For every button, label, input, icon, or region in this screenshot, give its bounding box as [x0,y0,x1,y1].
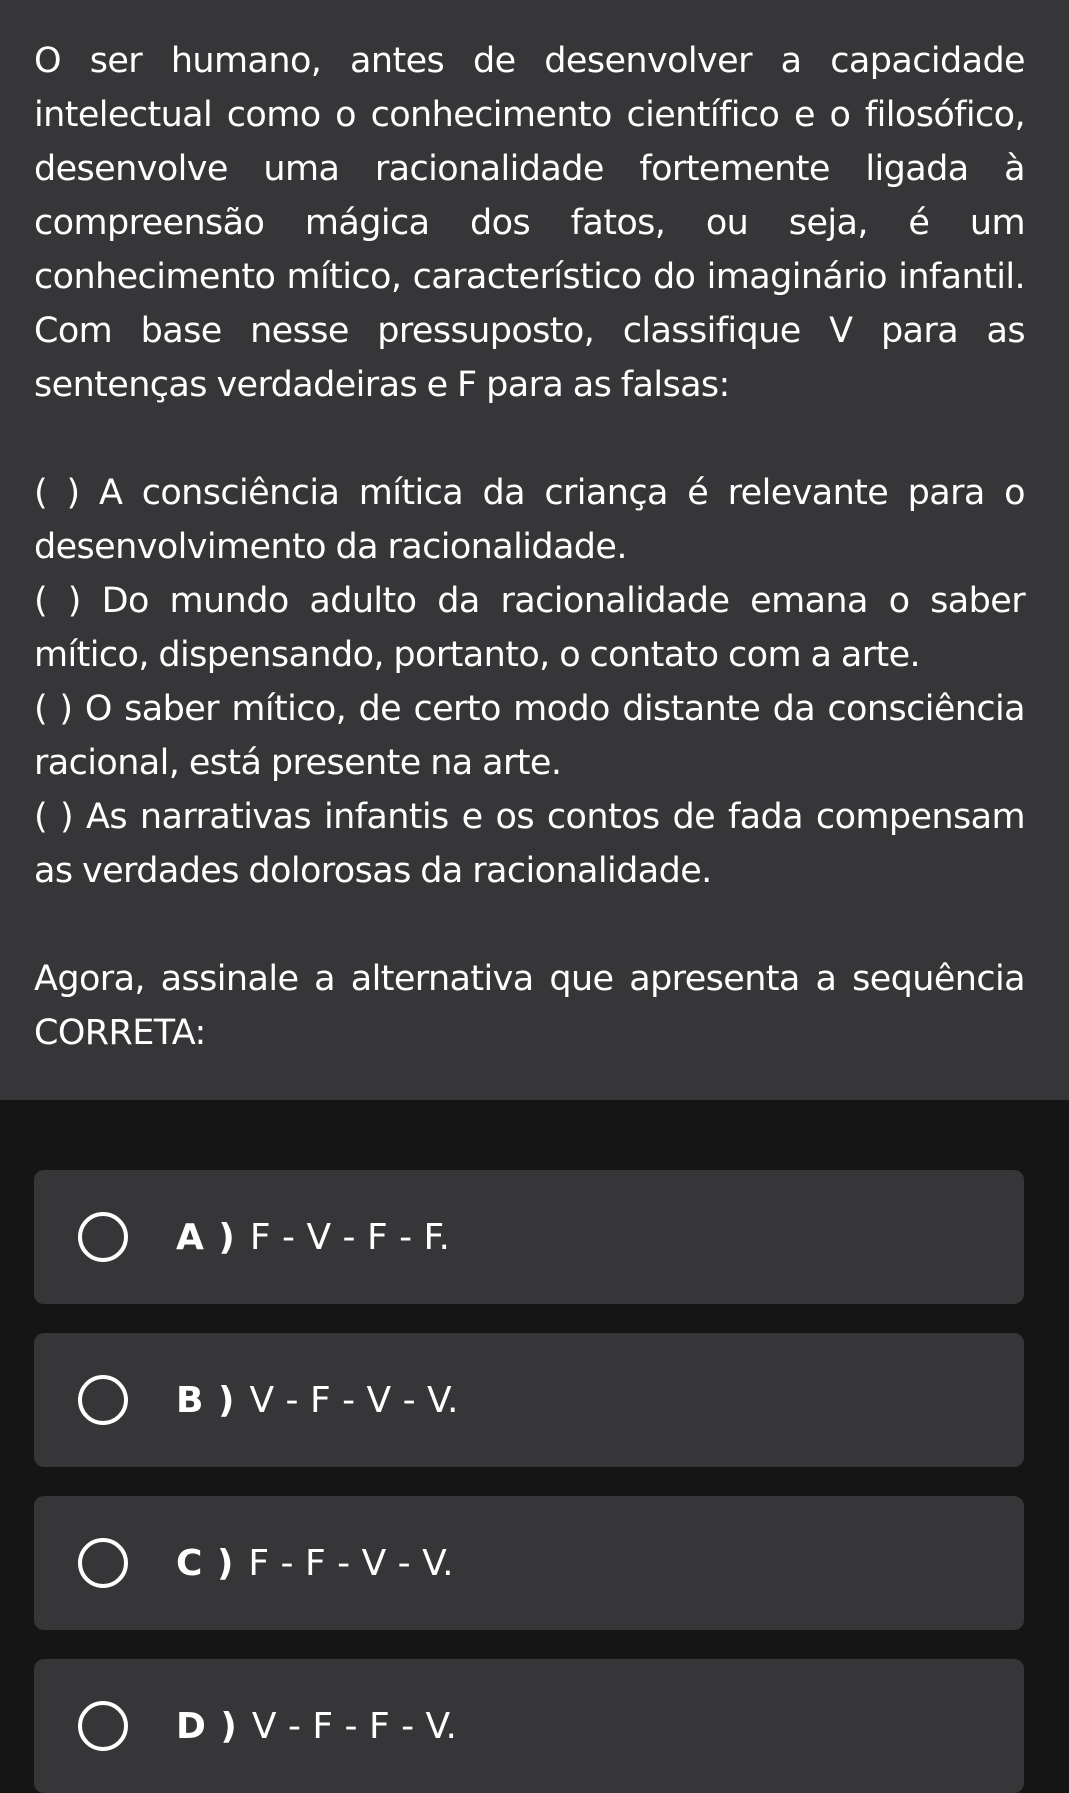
option-text: V - F - V - V. [249,1379,459,1421]
radio-circle-icon[interactable] [78,1701,128,1751]
question-intro: O ser humano, antes de desenvolver a capacidade intelectual como o conhecimento científico e o filosófico, desenvolve uma racionalidade fortemente ligada à compreensão mágica dos fatos, ou seja, é um conhecimento mítico, característico do imaginário infantil. Com base nesse pressuposto, classifique V para as sentenças verdadeiras e F para as falsas: [34,41,1025,405]
option-text: F - F - V - V. [248,1542,454,1584]
answer-options [0,1100,1069,1774]
option-letter: A ) [176,1216,236,1258]
statement-2: ( ) Do mundo adulto da racionalidade emana o saber mítico, dispensando, portanto, o contato com a arte. [34,581,1025,675]
option-text: F - V - F - F. [249,1216,450,1258]
radio-circle-icon[interactable] [78,1375,128,1425]
option-letter: D ) [176,1705,238,1747]
option-b[interactable] [34,1333,1024,1467]
radio-circle-icon[interactable] [78,1212,128,1262]
statement-3: ( ) O saber mítico, de certo modo distante da consciência racional, está presente na arte. [34,689,1025,783]
option-letter: B ) [176,1379,236,1421]
question-prompt: Agora, assinale a alternativa que apresenta a sequência CORRETA: [34,959,1025,1053]
radio-circle-icon[interactable] [78,1538,128,1588]
option-text: V - F - F - V. [251,1705,457,1747]
statement-4: ( ) As narrativas infantis e os contos de fada compensam as verdades dolorosas da racionalidade. [34,797,1025,891]
option-d[interactable] [34,1659,1024,1793]
option-c[interactable] [34,1496,1024,1630]
option-letter: C ) [176,1542,235,1584]
option-a[interactable] [34,1170,1024,1304]
statement-1: ( ) A consciência mítica da criança é relevante para o desenvolvimento da racionalidade. [34,473,1025,567]
